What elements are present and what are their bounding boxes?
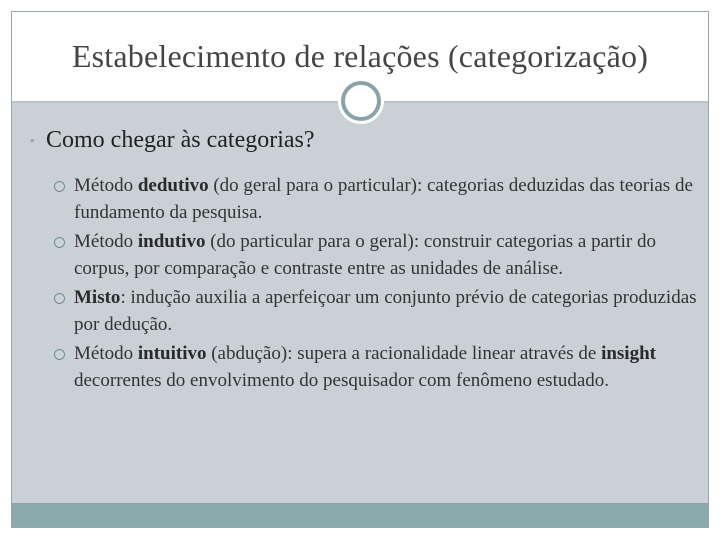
slide-title: Estabelecimento de relações (categorização) <box>71 38 649 74</box>
dot-bullet-icon: • <box>30 132 35 148</box>
item-text-post: (do particular para o geral): construir categorias a partir do corpus, por comparação e contraste entre as unidades de análise. <box>74 231 656 279</box>
list-item-deductive <box>54 173 704 226</box>
item-text-bold: intuitivo <box>137 343 207 364</box>
item-text-post: : indução auxilia a aperfeiçoar um conjunto prévio de categorias produzidas por dedução. <box>74 287 697 335</box>
item-text-post: (do geral para o particular): categorias deduzidas das teorias de fundamento da pesquisa. <box>74 175 693 223</box>
item-text-bold-2: insight <box>601 343 656 364</box>
list-item-intuitive <box>54 341 704 394</box>
list-item-mixed <box>54 285 704 338</box>
item-text-bold: indutivo <box>137 231 206 252</box>
slide <box>11 11 709 528</box>
item-text-bold: dedutivo <box>137 175 209 196</box>
ring-ornament-icon <box>341 81 381 121</box>
item-text-post-b: decorrentes do envolvimento do pesquisador com fenômeno estudado. <box>74 369 610 391</box>
item-text-pre: Método <box>74 231 138 252</box>
content-area <box>12 103 708 503</box>
list-item-inductive <box>54 229 704 282</box>
item-text-pre: Método <box>74 343 138 364</box>
bullet-list <box>54 173 704 397</box>
item-text-bold: Misto <box>74 287 121 308</box>
circle-bullet-icon <box>54 237 65 248</box>
circle-bullet-icon <box>54 181 65 192</box>
slide-heading-text: Como chegar às categorias? <box>46 127 315 153</box>
circle-bullet-icon <box>54 349 65 360</box>
item-text-pre: Método <box>74 175 138 196</box>
item-text-post-a: (abdução): supera a racionalidade linear através de <box>206 343 602 364</box>
circle-bullet-icon <box>54 293 65 304</box>
slide-heading <box>30 127 315 154</box>
footer-bar <box>12 503 708 527</box>
